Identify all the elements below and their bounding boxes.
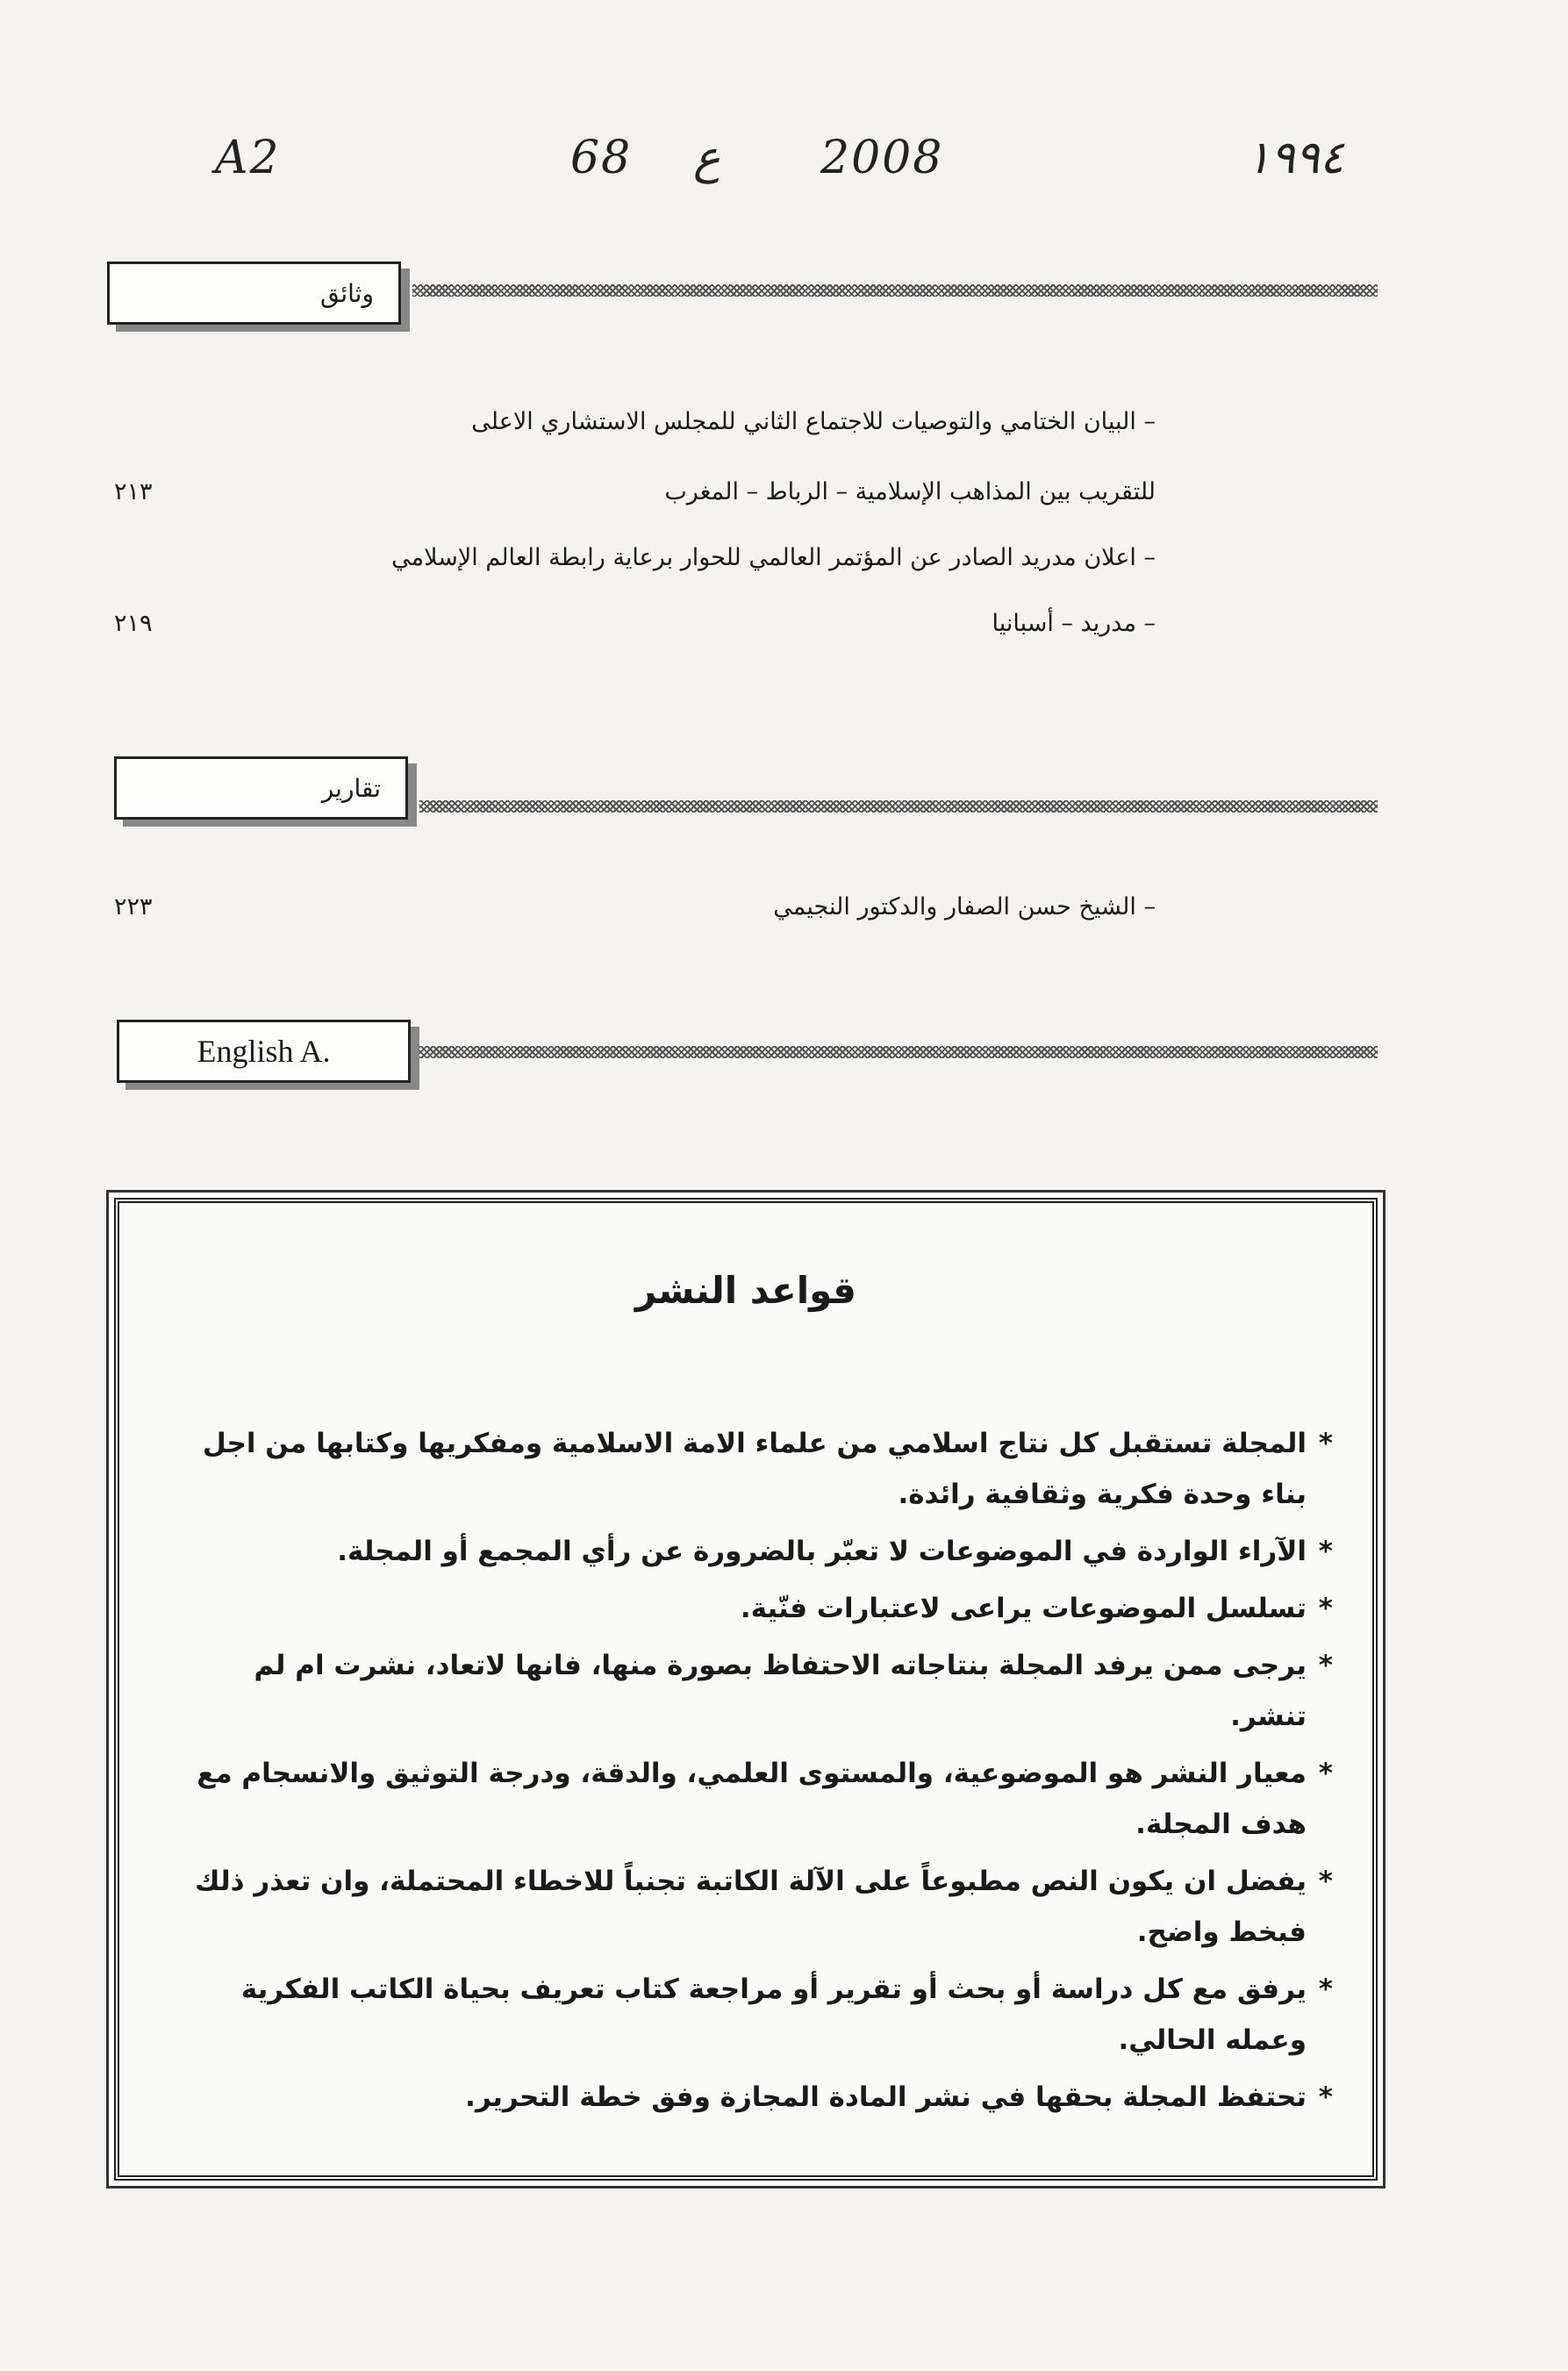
rules-title: قواعد النشر xyxy=(635,1269,856,1312)
rules-list xyxy=(192,1418,1333,2129)
section-label-reports: تقارير xyxy=(114,756,408,820)
section-divider xyxy=(412,284,1378,297)
section-label-documents: وثائق xyxy=(107,261,401,325)
entry-line: – اعلان مدريد الصادر عن المؤتمر العالمي للحوار برعاية رابطة العالم الإسلامي xyxy=(391,544,1156,571)
rule-item: * تحتفظ المجلة بحقها في نشر المادة المجازة وفق خطة التحرير. xyxy=(192,2072,1333,2123)
section-divider xyxy=(419,1046,1378,1058)
rule-item: * معيار النشر هو الموضوعية، والمستوى العلمي، والدقة، ودرجة التوثيق والانسجام مع هدف المجلة. xyxy=(192,1748,1333,1850)
handwritten-number: 68 xyxy=(570,132,633,184)
handwritten-code: A2 xyxy=(215,132,281,184)
section-divider xyxy=(419,800,1378,813)
rule-item: * يرفق مع كل دراسة أو بحث أو تقرير أو مراجعة كتاب تعريف بحياة الكاتب الفكرية وعمله الحالي. xyxy=(192,1964,1333,2066)
handwritten-letter: ع xyxy=(693,132,721,184)
rule-item: * المجلة تستقبل كل نتاج اسلامي من علماء الامة الاسلامية ومفكريها وكتابها من اجل بناء وحدة فكرية وثقافية رائدة. xyxy=(192,1418,1333,1520)
entry-line: – البيان الختامي والتوصيات للاجتماع الثاني للمجلس الاستشاري الاعلى xyxy=(471,408,1156,435)
entry-line: للتقريب بين المذاهب الإسلامية – الرباط – المغرب xyxy=(664,478,1156,505)
handwritten-year: 2008 xyxy=(820,132,944,184)
rule-item: * الآراء الواردة في الموضوعات لا تعبّر بالضرورة عن رأي المجمع أو المجلة. xyxy=(192,1526,1333,1577)
publishing-rules-box xyxy=(114,1198,1378,2181)
entry-page-number: ٢١٣ xyxy=(114,478,153,505)
rule-item: * يفضل ان يكون النص مطبوعاً على الآلة الكاتبة تجنباً للاخطاء المحتملة، وان تعذر ذلك فبخط واضح. xyxy=(192,1856,1333,1958)
entry-line: – مدريد – أسبانيا xyxy=(992,610,1156,637)
entry-page-number: ٢١٩ xyxy=(114,610,153,637)
handwritten-hijri-year: ١٩٩٤ xyxy=(1246,132,1344,184)
entry-line: – الشيخ حسن الصفار والدكتور النجيمي xyxy=(773,893,1156,920)
rule-item: * تسلسل الموضوعات يراعى لاعتبارات فنّية. xyxy=(192,1583,1333,1634)
entry-page-number: ٢٢٣ xyxy=(114,893,153,920)
rule-item: * يرجى ممن يرفد المجلة بنتاجاته الاحتفاظ بصورة منها، فانها لاتعاد، نشرت ام لم تنشر. xyxy=(192,1640,1333,1742)
section-label-english: English A. xyxy=(117,1020,411,1083)
